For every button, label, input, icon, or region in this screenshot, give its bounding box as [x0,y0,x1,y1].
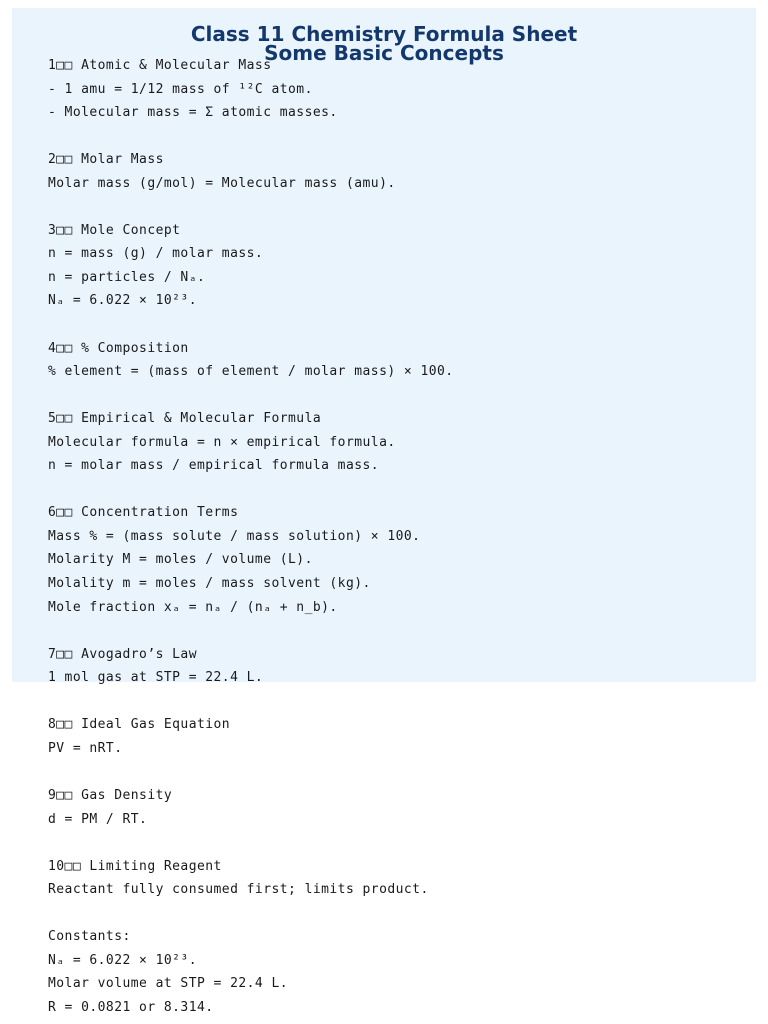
formula-line: 9□□ Gas Density [48,787,173,803]
formula-line: Mass % = (mass solute / mass solution) × 100. [48,528,421,544]
formula-line: 6□□ Concentration Terms [48,505,239,521]
blank-line [48,619,748,643]
blank-line [48,902,748,926]
formula-line: Molar mass (g/mol) = Molecular mass (amu). [48,175,396,191]
formula-line: PV = nRT. [48,740,123,756]
formula-line: n = mass (g) / molar mass. [48,246,264,262]
formula-line: Nₐ = 6.022 × 10²³. [48,293,197,309]
formula-line: n = molar mass / empirical formula mass. [48,458,380,474]
formula-line: Molarity M = moles / volume (L). [48,552,313,568]
formula-line: 4□□ % Composition [48,340,189,356]
formula-line: Molar volume at STP = 22.4 L. [48,976,289,992]
formula-line: 5□□ Empirical & Molecular Formula [48,411,322,427]
formula-line: Nₐ = 6.022 × 10²³. [48,952,197,968]
blank-line [48,195,748,219]
formula-line: % element = (mass of element / molar mass) × 100. [48,364,454,380]
formula-line: Constants: [48,929,131,945]
blank-line [48,125,748,149]
blank-line [48,690,748,714]
formula-content [48,54,748,1019]
formula-line: 1□□ Atomic & Molecular Mass [48,58,272,73]
formula-line: 8□□ Ideal Gas Equation [48,717,231,733]
formula-line: Molality m = moles / mass solvent (kg). [48,576,371,592]
formula-line: Reactant fully consumed first; limits product. [48,882,429,898]
formula-line: 3□□ Mole Concept [48,222,181,238]
blank-line [48,831,748,855]
formula-line: 10□□ Limiting Reagent [48,858,222,874]
blank-line [48,760,748,784]
blank-line [48,478,748,502]
formula-line: d = PM / RT. [48,811,148,827]
formula-line: 1 mol gas at STP = 22.4 L. [48,670,264,686]
formula-line: 7□□ Avogadro’s Law [48,646,197,662]
formula-line: - 1 amu = 1/12 mass of ¹²C atom. [48,81,313,97]
formula-line: n = particles / Nₐ. [48,269,206,285]
blank-line [48,313,748,337]
formula-line: Molecular formula = n × empirical formula. [48,434,396,450]
page-subtitle: Some Basic Concepts [264,41,504,65]
formula-line: Mole fraction xₐ = nₐ / (nₐ + n_b). [48,599,338,615]
page-title: Class 11 Chemistry Formula Sheet [190,22,578,46]
blank-line [48,384,748,408]
formula-line: R = 0.0821 or 8.314. [48,999,214,1015]
formula-line: 2□□ Molar Mass [48,152,164,168]
formula-line: - Molecular mass = Σ atomic masses. [48,105,338,121]
